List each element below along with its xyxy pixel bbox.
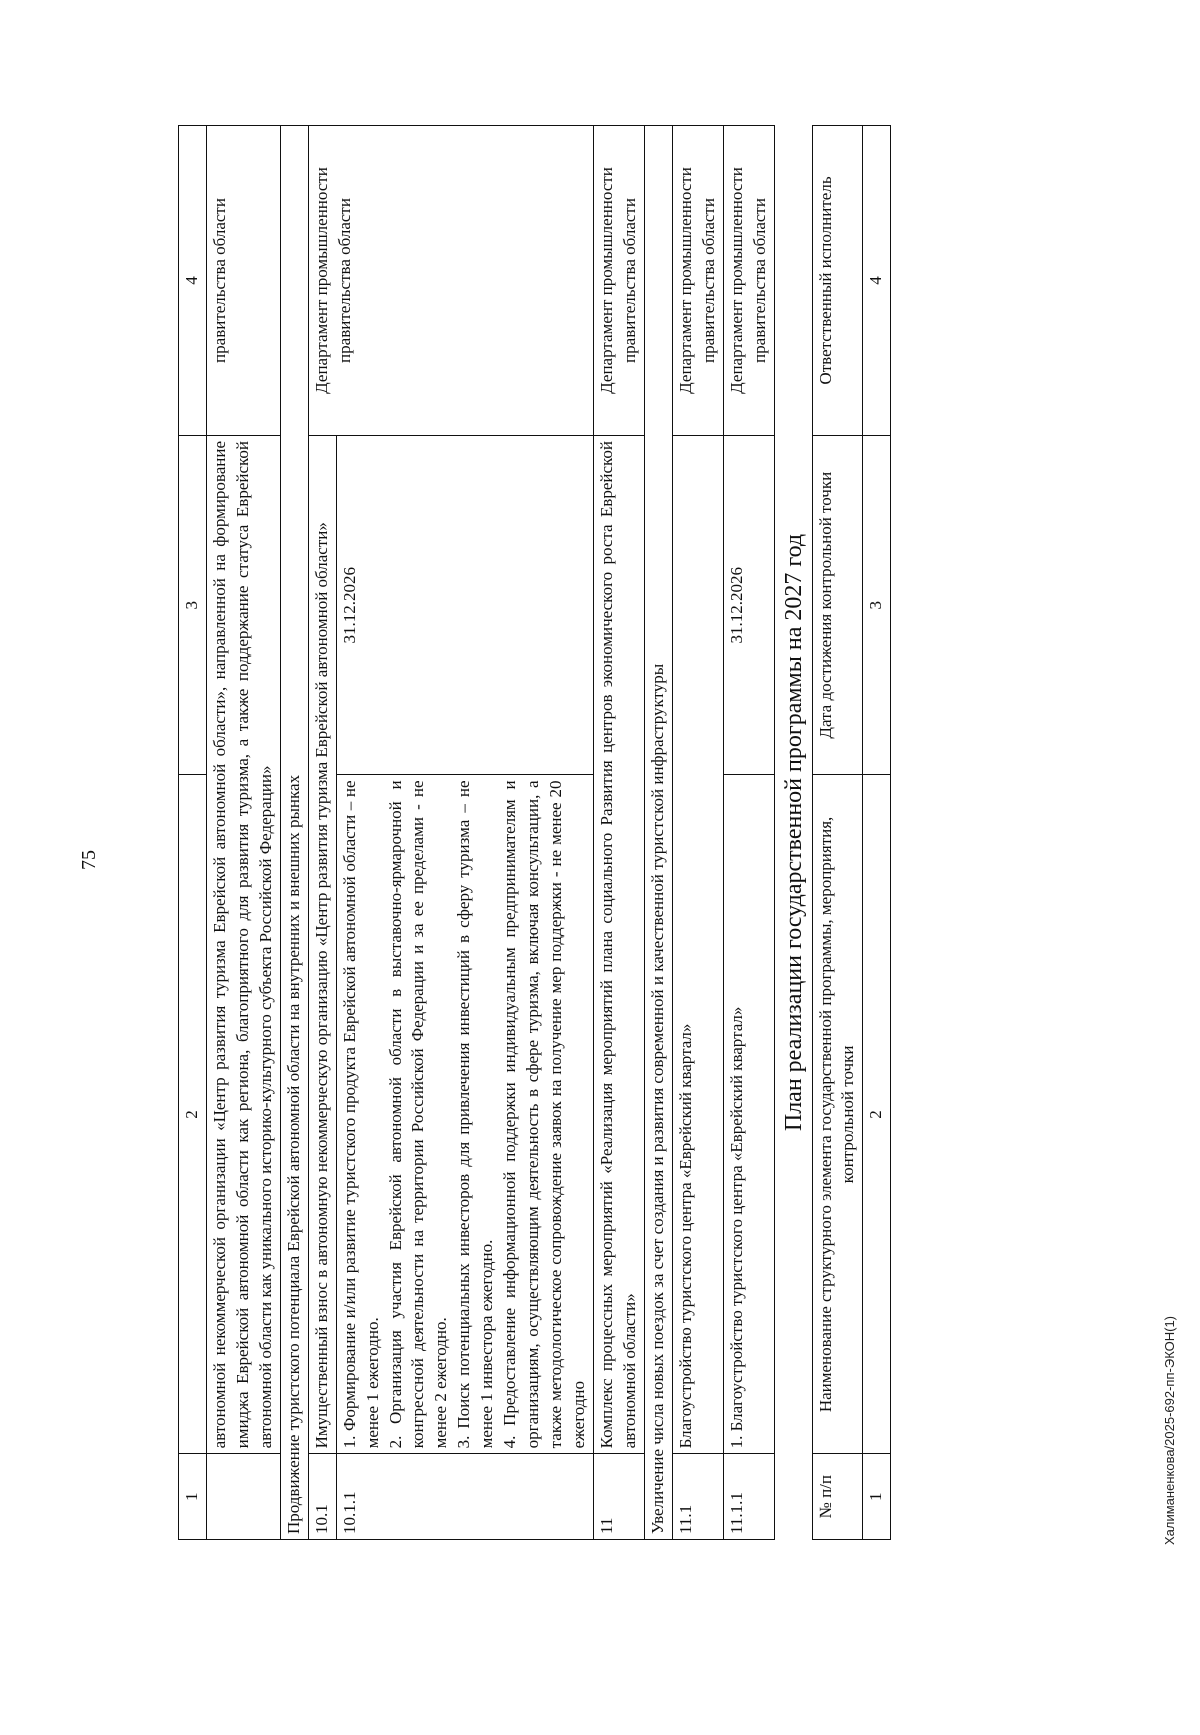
row-num <box>206 1454 280 1540</box>
footer-reference: Халиманенкова/2025-692-пп-ЭКОН(1) <box>1162 1315 1177 1545</box>
row-date: 31.12.2026 <box>336 435 593 774</box>
header-date: Дата достижения контрольной точки <box>812 435 863 774</box>
row-num: 10.1.1 <box>336 1454 593 1540</box>
section-row <box>644 126 672 1540</box>
row-num: 11 <box>593 1454 644 1540</box>
list-item: 1. Формирование и/или развитие туристского продукта Еврейской автономной области – не менее 1 ежегодно. <box>339 780 382 1449</box>
row-text: автономной некоммерческой организации «Центр развития туризма Еврейской автономной области», направленной на формирование имиджа Еврейской автономной области как региона, благоприятного для развития туризма, а также поддержание статуса Еврейской автономной области как уникального историко-культурного субъекта Российской Федерации» <box>206 435 280 1453</box>
col-number-2: 2 <box>863 775 891 1454</box>
table-row <box>308 126 336 1540</box>
row-responsible: Департамент промышленности правительства области <box>308 126 593 436</box>
row-num: 10.1 <box>308 1454 336 1540</box>
row-responsible: Департамент промышленности правительства области <box>723 126 774 436</box>
col-number-1: 1 <box>863 1454 891 1540</box>
row-responsible: правительства области <box>206 126 280 436</box>
row-text: Комплекс процессных мероприятий «Реализация мероприятий плана социального Развития центров экономического роста Еврейской автономной области» <box>593 435 644 1453</box>
row-num: 11.1 <box>672 1454 723 1540</box>
header-name: Наименование структурного элемента государственной программы, мероприятия, контрольной точки <box>812 775 863 1454</box>
header-responsible: Ответственный исполнитель <box>812 126 863 436</box>
section-title: Продвижение туристского потенциала Еврейской автономной области на внутренних и внешних рынках <box>280 126 308 1540</box>
row-text: 1. Благоустройство туристского центра «Еврейский квартал» <box>723 775 774 1454</box>
col-number-4: 4 <box>863 126 891 436</box>
program-table <box>178 125 775 1540</box>
header-col-1: 1 <box>179 1454 207 1540</box>
col-number-3: 3 <box>863 435 891 774</box>
section-title: Увеличение числа новых поездок за счет создания и развития современной и качественной туристской инфраструктуры <box>644 126 672 1540</box>
list-item: 4. Предоставление информационной поддержки индивидуальным предпринимателям и организациям, осуществляющим деятельность в сфере туризма, включая консультации, а также методологическое сопровождение заявок на получение мер поддержки - не менее 20 ежегодно <box>500 780 588 1449</box>
list-item: 3. Поиск потенциальных инвесторов для привлечения инвестиций в сферу туризма – не менее 1 инвестора ежегодно. <box>454 780 497 1449</box>
plan-header-row <box>812 126 863 1540</box>
rotated-page-content <box>178 125 1078 1540</box>
plan-table <box>812 125 892 1540</box>
header-col-2: 2 <box>179 775 207 1454</box>
row-text: Имущественный взнос в автономную некоммерческую организацию «Центр развития туризма Еврейской автономной области» <box>308 435 336 1453</box>
header-num: № п/п <box>812 1454 863 1540</box>
plan-number-row <box>863 126 891 1540</box>
table-header-row <box>179 126 207 1540</box>
list-item: 2. Организация участия Еврейской автономной области в выставочно-ярмарочной и конгрессной деятельности на территории Российской Федерации и за ее пределами - не менее 2 ежегодно. <box>385 780 451 1449</box>
row-responsible: Департамент промышленности правительства области <box>593 126 644 436</box>
header-col-4: 4 <box>179 126 207 436</box>
table-row <box>206 126 280 1540</box>
row-items <box>336 775 593 1454</box>
row-responsible: Департамент промышленности правительства области <box>672 126 723 436</box>
section-row <box>280 126 308 1540</box>
row-num: 11.1.1 <box>723 1454 774 1540</box>
header-col-3: 3 <box>179 435 207 774</box>
plan-title: План реализации государственной программы на 2027 год <box>780 533 807 1132</box>
table-row <box>593 126 644 1540</box>
table-row <box>723 126 774 1540</box>
page-number: 75 <box>78 850 100 870</box>
row-date: 31.12.2026 <box>723 435 774 774</box>
table-row <box>672 126 723 1540</box>
row-text: Благоустройство туристского центра «Еврейский квартал» <box>672 435 723 1453</box>
